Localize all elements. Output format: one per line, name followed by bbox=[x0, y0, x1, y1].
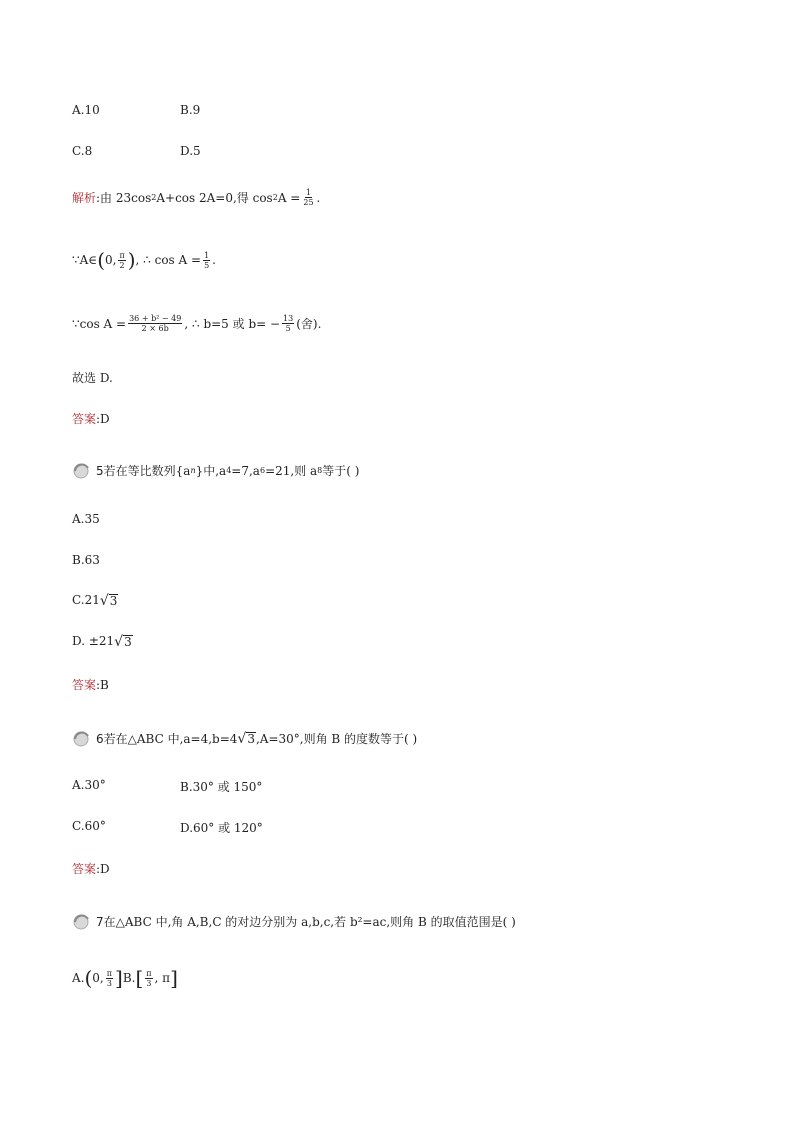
sqrt: √ 3 bbox=[114, 633, 132, 650]
frac-num: 36 + b² − 49 bbox=[129, 314, 182, 323]
q5-stem-text-2: }中,a bbox=[195, 464, 227, 478]
frac-num: π bbox=[146, 968, 152, 978]
fraction bbox=[128, 314, 182, 333]
frac-num: 1 bbox=[305, 188, 311, 197]
q5-option-a: A.35 bbox=[72, 512, 100, 526]
answer-label: 答案 bbox=[72, 412, 97, 426]
answer-label: 答案 bbox=[72, 862, 97, 876]
q7-option-b-text: , π bbox=[154, 971, 171, 985]
q4-analysis-line1: 解析 :由 23cos 2 A+cos 2A=0,得 cos 2 A = $\frac{1}{25}$ . bbox=[72, 188, 321, 207]
q6-option-d: D.60° 或 120° bbox=[180, 821, 263, 835]
question-number: 7 bbox=[96, 914, 104, 929]
frac-den: 2 bbox=[119, 260, 125, 270]
radicand: 3 bbox=[247, 732, 255, 746]
answer-label: 答案 bbox=[72, 678, 97, 692]
frac-den: 2 × 6b bbox=[141, 324, 169, 333]
q5-answer bbox=[72, 676, 109, 693]
fraction bbox=[118, 251, 125, 270]
fraction bbox=[106, 969, 113, 988]
radicand: 3 bbox=[109, 593, 118, 608]
frac-den: 3 bbox=[146, 978, 152, 988]
answer-value: :B bbox=[96, 677, 109, 692]
question-number: 5 bbox=[96, 463, 104, 478]
analysis-text-3: A = bbox=[277, 190, 301, 205]
q5-option-c-text: C.21 bbox=[72, 593, 100, 607]
frac-den: 25 bbox=[303, 198, 314, 207]
q7-option-a-label: A. bbox=[72, 971, 85, 985]
frac-den: 3 bbox=[106, 978, 112, 988]
analysis-label: 解析 bbox=[72, 191, 97, 205]
q5-option-d bbox=[72, 634, 133, 648]
question-badge-icon bbox=[72, 731, 92, 747]
q5-stem-text-5: 等于( ) bbox=[322, 464, 360, 478]
q6-stem-text-2: ,A=30°,则角 B 的度数等于( ) bbox=[255, 732, 418, 746]
radicand: 3 bbox=[124, 634, 132, 649]
fraction bbox=[203, 251, 210, 270]
analysis-text-5: , ∴ cos A = bbox=[135, 253, 202, 267]
q5-stem: 5 若在等比数列{a n }中,a 4 =7,a 6 =21,则 a 8 等于( ) bbox=[72, 462, 359, 479]
q6-stem bbox=[72, 730, 417, 747]
q7-option-b-label: B. bbox=[122, 971, 136, 985]
sqrt: √ 3 bbox=[237, 731, 255, 747]
q6-answer bbox=[72, 860, 110, 877]
q4-analysis-line2: ∵A∈ ( 0, $\frac{\pi}{2}$ ) , ∴ cos A = $\frac{1}{5}$ . bbox=[72, 248, 216, 272]
q5-stem-text-3: =7,a bbox=[231, 463, 260, 478]
q5-option-c bbox=[72, 593, 118, 607]
q6-option-a: A.30° bbox=[72, 778, 106, 792]
analysis-text-6: ∵cos A = bbox=[72, 316, 127, 331]
analysis-text-1: :由 23cos bbox=[96, 191, 152, 205]
frac-den: 5 bbox=[204, 260, 210, 270]
frac-num: π bbox=[119, 250, 125, 260]
analysis-text-7: , ∴ b=5 或 b= − bbox=[184, 317, 281, 331]
answer-value: :D bbox=[96, 861, 110, 876]
fraction bbox=[282, 314, 294, 333]
frac-den: 5 bbox=[285, 324, 291, 333]
q4-answer bbox=[72, 410, 110, 427]
q6-option-c: C.60° bbox=[72, 819, 106, 833]
fraction bbox=[145, 969, 152, 988]
q7-stem-text: 在△ABC 中,角 A,B,C 的对边分别为 a,b,c,若 b²=ac,则角 B 的取值范围是( ) bbox=[103, 915, 516, 929]
frac-num: 13 bbox=[283, 314, 294, 323]
q4-option-b: B.9 bbox=[180, 103, 201, 117]
q6-option-b: B.30° 或 150° bbox=[180, 780, 263, 794]
q4-option-c: C.8 bbox=[72, 144, 93, 158]
q7-options: A. ( 0, $\frac{\pi}{3}$ ] B. [ $\frac{\pi}{3}$ , π ] bbox=[72, 966, 178, 990]
question-badge-icon bbox=[72, 463, 92, 479]
analysis-text-8: (舍). bbox=[296, 317, 322, 331]
frac-num: 1 bbox=[204, 250, 210, 260]
q5-stem-text-1: 若在等比数列{a bbox=[103, 464, 191, 478]
q5-option-d-text: D. ±21 bbox=[72, 634, 115, 648]
fraction bbox=[302, 188, 314, 207]
frac-num: π bbox=[106, 968, 113, 978]
q4-option-a: A.10 bbox=[72, 103, 100, 117]
answer-value: :D bbox=[96, 411, 110, 426]
question-number: 6 bbox=[96, 731, 104, 746]
q6-stem-text-1: 若在△ABC 中,a=4,b=4 bbox=[103, 732, 238, 746]
q7-stem bbox=[72, 913, 516, 930]
analysis-text-2: A+cos 2A=0,得 cos bbox=[156, 191, 273, 205]
analysis-text-4: ∵A∈ bbox=[72, 253, 98, 267]
sqrt: √ 3 bbox=[99, 592, 118, 609]
q5-stem-text-4: =21,则 a bbox=[265, 464, 318, 478]
q5-option-b: B.63 bbox=[72, 553, 100, 567]
q4-analysis-line3 bbox=[72, 314, 321, 333]
q4-option-d: D.5 bbox=[180, 144, 201, 158]
question-badge-icon bbox=[72, 914, 92, 930]
q4-conclusion: 故选 D. bbox=[72, 371, 113, 385]
